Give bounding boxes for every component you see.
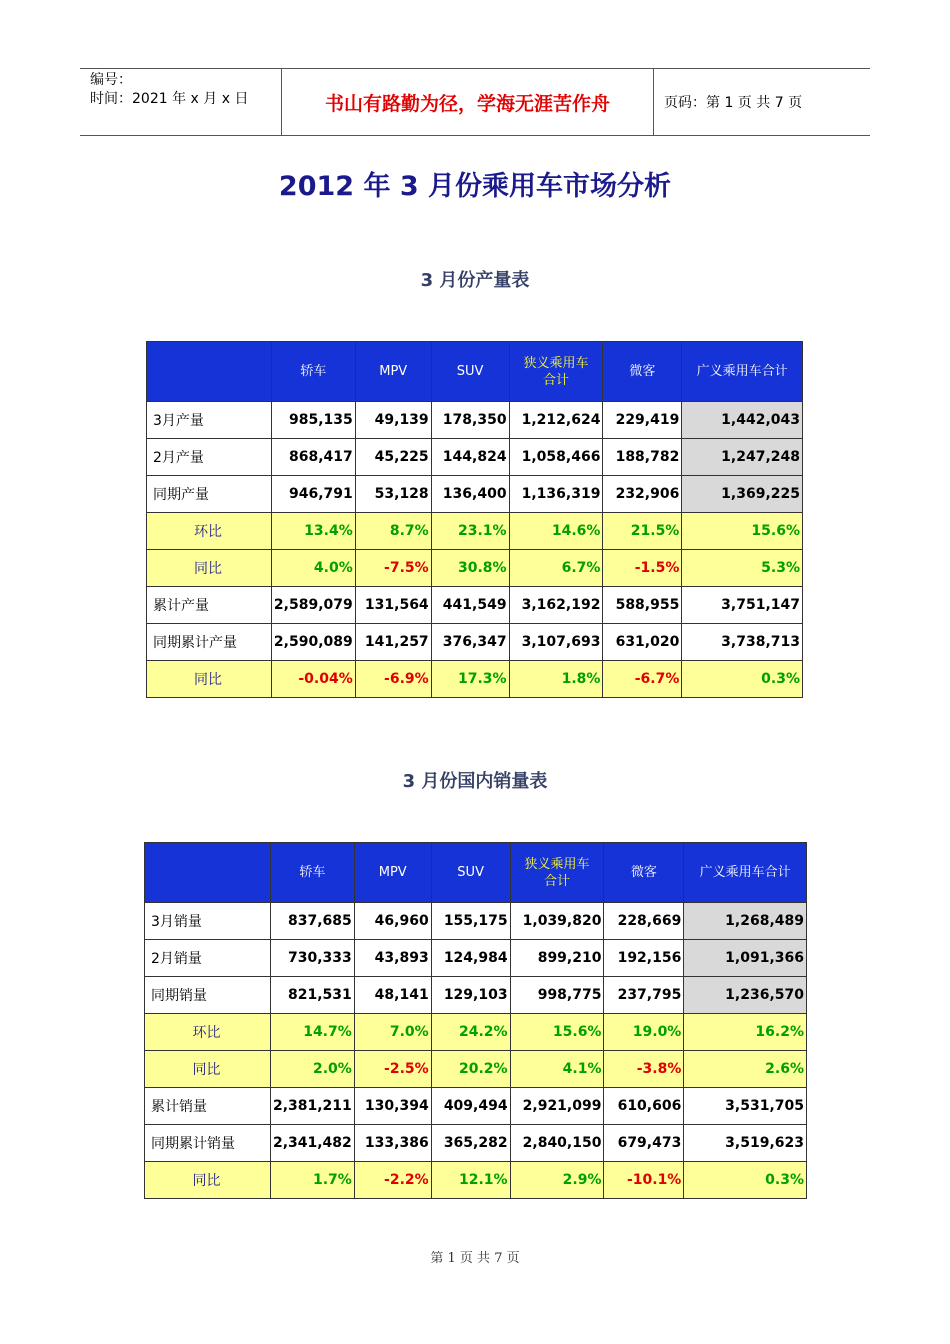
table-cell: -10.1%: [604, 1162, 684, 1199]
table-cell: 133,386: [354, 1125, 431, 1162]
serial-label: 编号：: [90, 72, 132, 88]
table-cell: 837,685: [270, 903, 354, 940]
table-cell: 129,103: [431, 977, 510, 1014]
table-cell: 192,156: [604, 940, 684, 977]
table-cell: 14.7%: [270, 1014, 354, 1051]
table-cell: 14.6%: [509, 513, 603, 550]
table-cell: 21.5%: [603, 513, 682, 550]
row-label: 同比: [145, 1162, 271, 1199]
table-cell: 144,824: [431, 439, 509, 476]
table-cell: 0.3%: [684, 1162, 807, 1199]
table-row: [145, 940, 807, 977]
table-cell: 2.6%: [684, 1051, 807, 1088]
column-header: 轿车: [271, 342, 355, 402]
table-cell: 679,473: [604, 1125, 684, 1162]
row-label: 环比: [147, 513, 272, 550]
sales-table-title: 3 月份国内销量表: [402, 771, 548, 792]
table-cell: 1,136,319: [509, 476, 603, 513]
table-cell: 588,955: [603, 587, 682, 624]
table-cell: 1,091,366: [684, 940, 807, 977]
table-cell: -2.2%: [354, 1162, 431, 1199]
row-label: 同比: [147, 550, 272, 587]
table-row: [145, 977, 807, 1014]
time-label: 时间：2021 年 x 月 x 日: [90, 91, 249, 107]
table-row: [147, 587, 803, 624]
row-label: 2月销量: [145, 940, 271, 977]
table-row: [145, 1162, 807, 1199]
header-motto: 书山有路勤为径，学海无涯苦作舟: [282, 69, 654, 135]
table-cell: 610,606: [604, 1088, 684, 1125]
row-label: 同期销量: [145, 977, 271, 1014]
page-footer: 第 1 页 共 7 页: [430, 1251, 520, 1266]
table-cell: 1,058,466: [509, 439, 603, 476]
table-cell: 43,893: [354, 940, 431, 977]
table-cell: 45,225: [355, 439, 431, 476]
table-cell: 2,921,099: [510, 1088, 604, 1125]
table-cell: 48,141: [354, 977, 431, 1014]
table-cell: 1,212,624: [509, 402, 603, 439]
table-cell: 49,139: [355, 402, 431, 439]
table-cell: 5.3%: [682, 550, 803, 587]
row-label: 累计销量: [145, 1088, 271, 1125]
table-row: [147, 439, 803, 476]
column-header: 广义乘用车合计: [684, 843, 807, 903]
table-cell: -6.9%: [355, 661, 431, 698]
table-cell: 899,210: [510, 940, 604, 977]
table-cell: 946,791: [271, 476, 355, 513]
column-header: 轿车: [270, 843, 354, 903]
table-cell: 19.0%: [604, 1014, 684, 1051]
table-cell: 0.3%: [682, 661, 803, 698]
table-cell: -0.04%: [271, 661, 355, 698]
header-meta: [80, 69, 282, 135]
row-label: 同比: [147, 661, 272, 698]
row-label: 2月产量: [147, 439, 272, 476]
table-cell: 441,549: [431, 587, 509, 624]
table-cell: 13.4%: [271, 513, 355, 550]
table-cell: 155,175: [431, 903, 510, 940]
table-row: [145, 1088, 807, 1125]
production-table-title: 3 月份产量表: [420, 270, 530, 291]
table-cell: -7.5%: [355, 550, 431, 587]
row-label: 同期累计销量: [145, 1125, 271, 1162]
table-cell: 237,795: [604, 977, 684, 1014]
table-cell: 1,247,248: [682, 439, 803, 476]
table-cell: 730,333: [270, 940, 354, 977]
table-cell: 232,906: [603, 476, 682, 513]
table-row: [147, 476, 803, 513]
table-row: [147, 550, 803, 587]
table-cell: 1,268,489: [684, 903, 807, 940]
table-cell: 16.2%: [684, 1014, 807, 1051]
table-cell: 53,128: [355, 476, 431, 513]
table-cell: 8.7%: [355, 513, 431, 550]
table-cell: 4.0%: [271, 550, 355, 587]
table-cell: 3,162,192: [509, 587, 603, 624]
page-title: 2012 年 3 月份乘用车市场分析: [278, 171, 672, 202]
table-cell: 15.6%: [682, 513, 803, 550]
row-label: 3月销量: [145, 903, 271, 940]
table-cell: 985,135: [271, 402, 355, 439]
table-cell: 1,236,570: [684, 977, 807, 1014]
table-cell: 376,347: [431, 624, 509, 661]
table-row: [145, 1125, 807, 1162]
table-cell: -2.5%: [354, 1051, 431, 1088]
table-cell: 136,400: [431, 476, 509, 513]
table-cell: 7.0%: [354, 1014, 431, 1051]
table-row: [145, 903, 807, 940]
table-header-row: [147, 342, 803, 402]
column-header: 微客: [603, 342, 682, 402]
table-cell: 2,341,482: [270, 1125, 354, 1162]
table-cell: 3,519,623: [684, 1125, 807, 1162]
table-cell: 15.6%: [510, 1014, 604, 1051]
table-cell: 2,840,150: [510, 1125, 604, 1162]
table-cell: 1,369,225: [682, 476, 803, 513]
table-cell: 30.8%: [431, 550, 509, 587]
table-cell: 1,039,820: [510, 903, 604, 940]
row-label: 环比: [145, 1014, 271, 1051]
table-row: [147, 513, 803, 550]
table-cell: 2,589,079: [271, 587, 355, 624]
document-header: [80, 68, 870, 136]
column-header: MPV: [354, 843, 431, 903]
column-header: 狭义乘用车合计: [509, 342, 603, 402]
table-cell: 188,782: [603, 439, 682, 476]
column-header: [145, 843, 271, 903]
column-header: [147, 342, 272, 402]
table-row: [147, 624, 803, 661]
table-cell: 3,107,693: [509, 624, 603, 661]
table-header-row: [145, 843, 807, 903]
table-cell: 2.9%: [510, 1162, 604, 1199]
table-cell: 20.2%: [431, 1051, 510, 1088]
row-label: 3月产量: [147, 402, 272, 439]
table-row: [147, 402, 803, 439]
table-cell: -3.8%: [604, 1051, 684, 1088]
table-cell: 131,564: [355, 587, 431, 624]
row-label: 同比: [145, 1051, 271, 1088]
table-cell: 2,590,089: [271, 624, 355, 661]
table-cell: -1.5%: [603, 550, 682, 587]
table-row: [145, 1014, 807, 1051]
table-cell: 228,669: [604, 903, 684, 940]
row-label: 同期累计产量: [147, 624, 272, 661]
table-row: [147, 661, 803, 698]
sales-table: [144, 842, 807, 1199]
table-cell: 141,257: [355, 624, 431, 661]
table-cell: 868,417: [271, 439, 355, 476]
table-cell: 2,381,211: [270, 1088, 354, 1125]
table-cell: 365,282: [431, 1125, 510, 1162]
table-cell: 409,494: [431, 1088, 510, 1125]
table-row: [145, 1051, 807, 1088]
table-cell: 178,350: [431, 402, 509, 439]
column-header: SUV: [431, 843, 510, 903]
column-header: MPV: [355, 342, 431, 402]
table-cell: 4.1%: [510, 1051, 604, 1088]
table-cell: 1.7%: [270, 1162, 354, 1199]
row-label: 同期产量: [147, 476, 272, 513]
column-header: SUV: [431, 342, 509, 402]
table-cell: 229,419: [603, 402, 682, 439]
production-table: [146, 341, 803, 698]
table-cell: 24.2%: [431, 1014, 510, 1051]
table-cell: 631,020: [603, 624, 682, 661]
header-page-info: 页码：第 1 页 共 7 页: [664, 95, 803, 111]
table-cell: 1,442,043: [682, 402, 803, 439]
table-cell: -6.7%: [603, 661, 682, 698]
table-cell: 998,775: [510, 977, 604, 1014]
table-cell: 6.7%: [509, 550, 603, 587]
column-header: 微客: [604, 843, 684, 903]
row-label: 累计产量: [147, 587, 272, 624]
table-cell: 124,984: [431, 940, 510, 977]
table-cell: 12.1%: [431, 1162, 510, 1199]
table-cell: 46,960: [354, 903, 431, 940]
column-header: 广义乘用车合计: [682, 342, 803, 402]
table-cell: 130,394: [354, 1088, 431, 1125]
table-cell: 3,738,713: [682, 624, 803, 661]
table-cell: 23.1%: [431, 513, 509, 550]
table-cell: 1.8%: [509, 661, 603, 698]
column-header: 狭义乘用车合计: [510, 843, 604, 903]
table-cell: 3,751,147: [682, 587, 803, 624]
table-cell: 17.3%: [431, 661, 509, 698]
table-cell: 821,531: [270, 977, 354, 1014]
table-cell: 3,531,705: [684, 1088, 807, 1125]
table-cell: 2.0%: [270, 1051, 354, 1088]
